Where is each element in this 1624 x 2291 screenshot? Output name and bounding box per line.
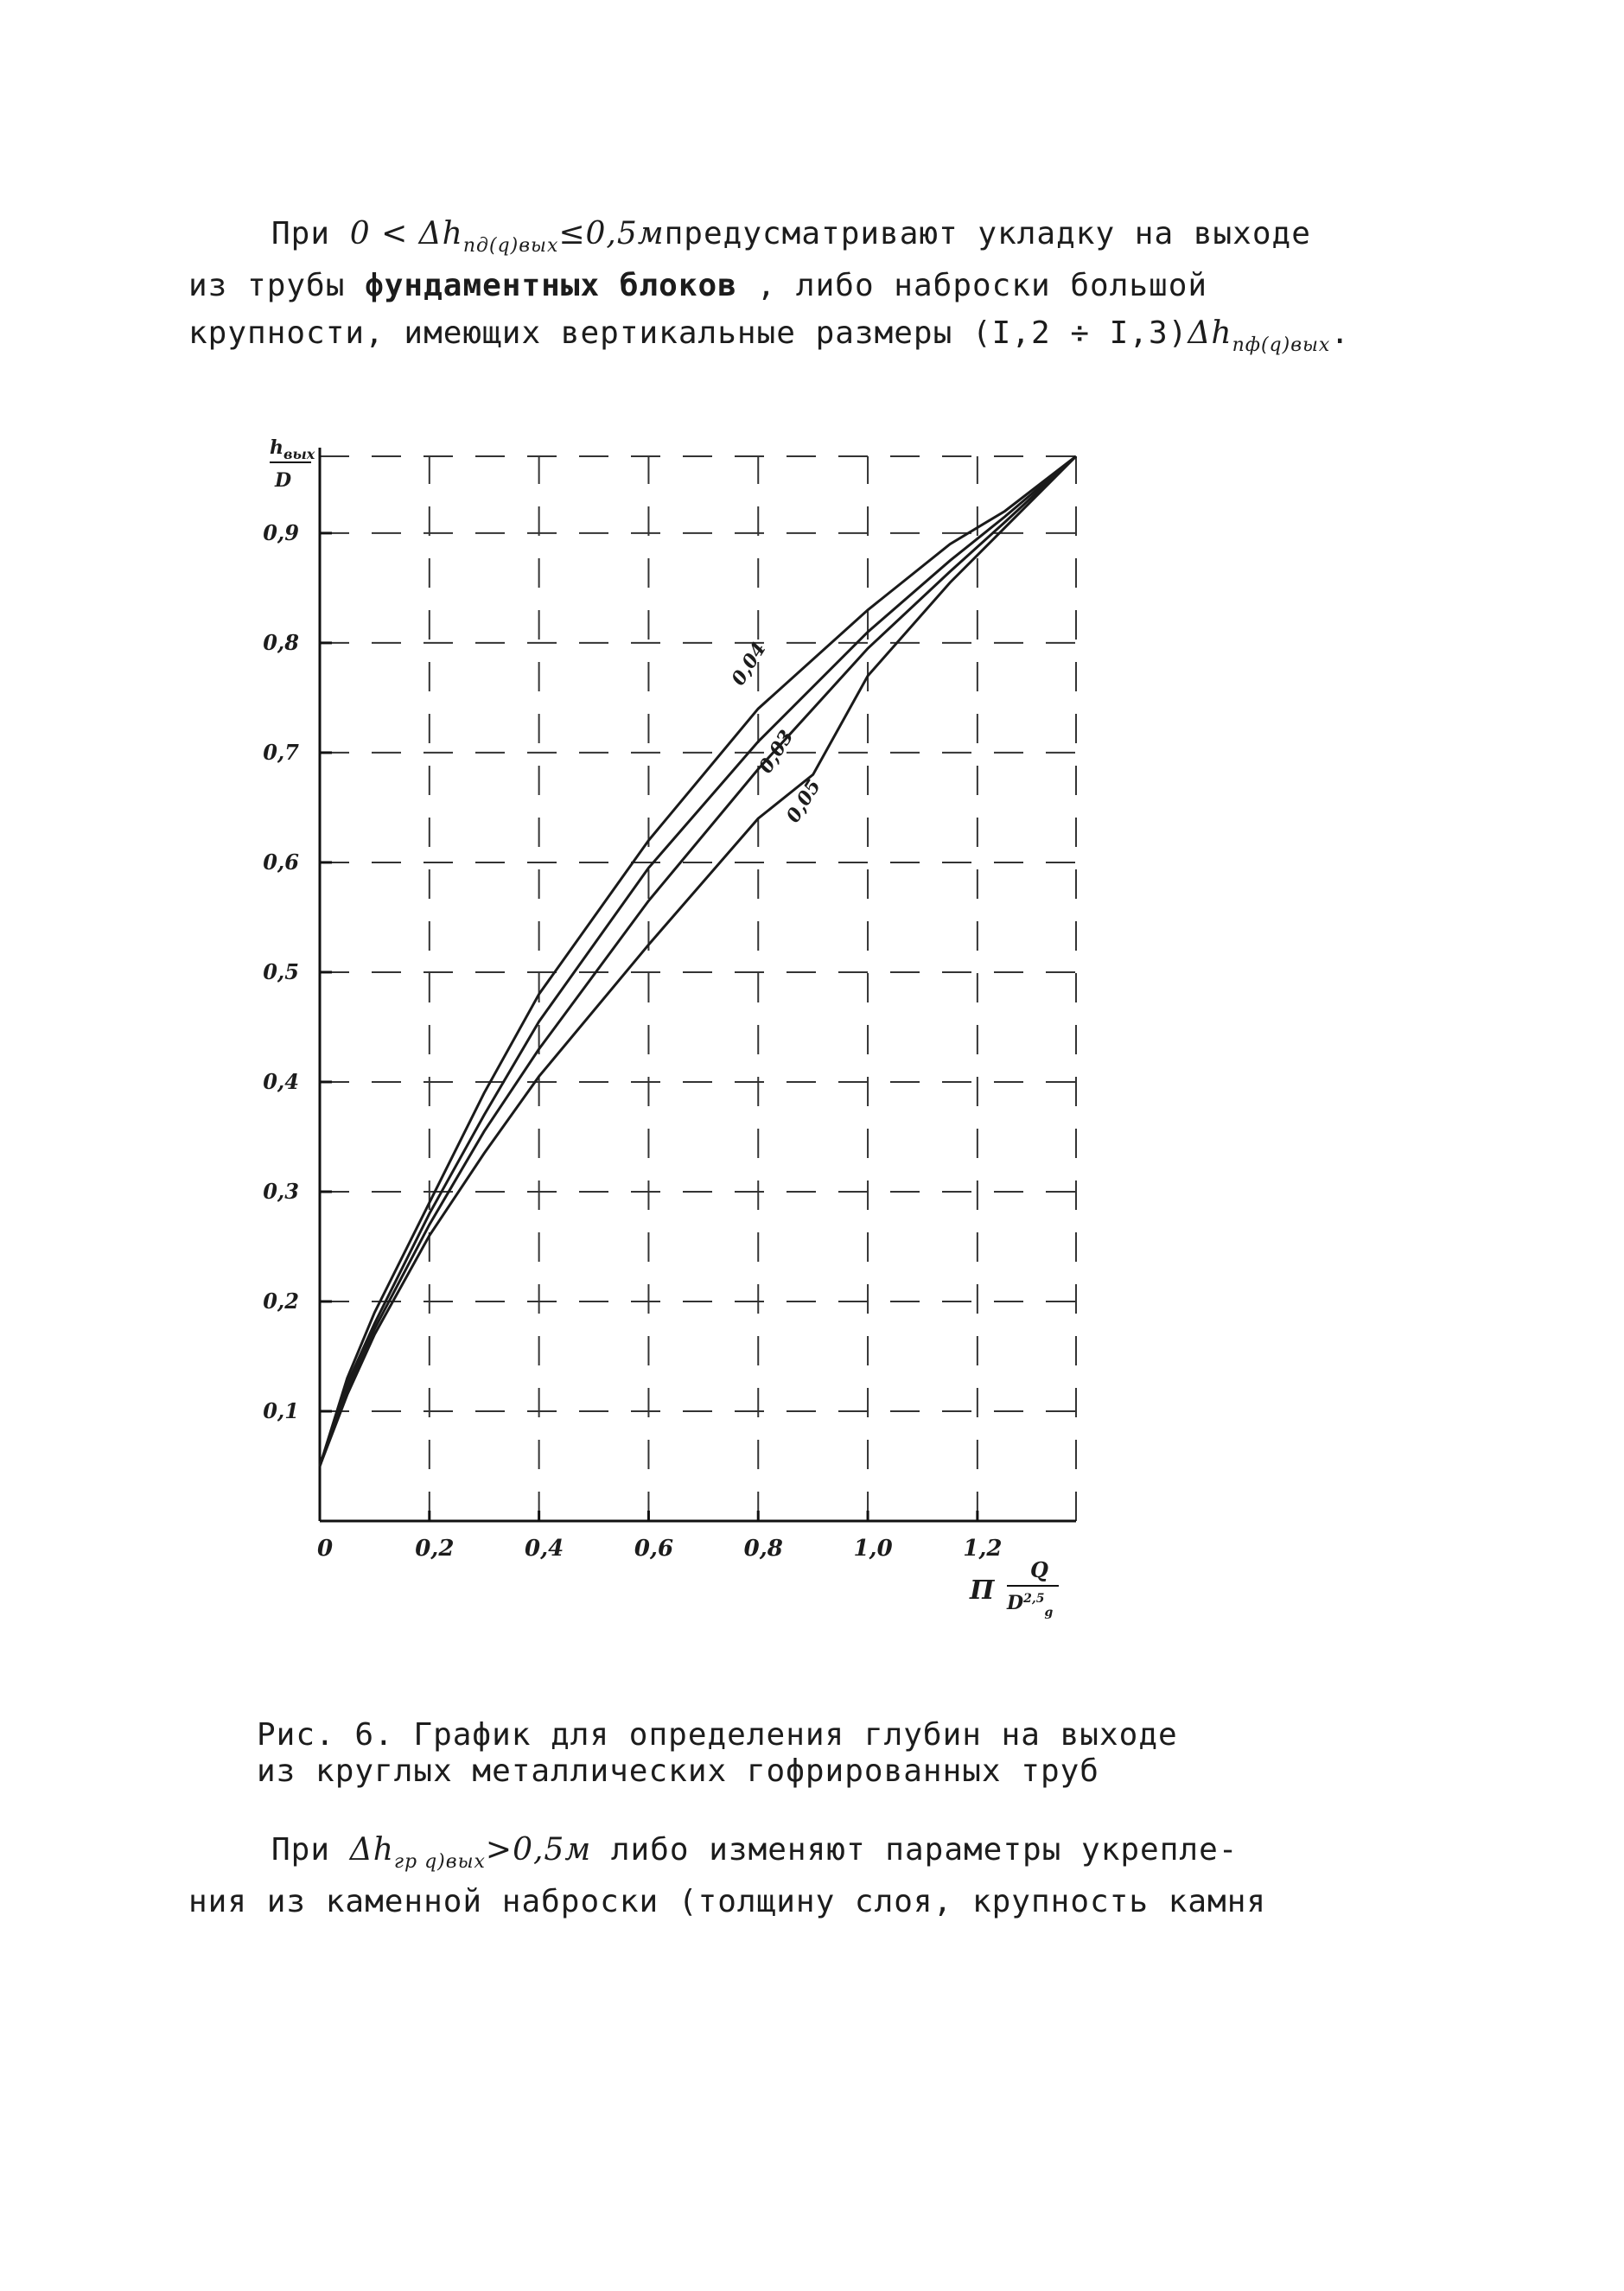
text-run: крупности, имеющих вертикальные размеры (I,2 ÷ I,3) — [188, 315, 1188, 351]
series-label: 0,05 — [781, 775, 826, 827]
series-line — [320, 456, 1076, 1467]
x-tick-label: 0 — [316, 1536, 334, 1562]
chart-series — [320, 456, 1076, 1467]
formula-subscript: пд(q)вых — [462, 235, 559, 257]
x-tick-label: 1,0 — [853, 1536, 893, 1562]
chart-axes — [270, 448, 1076, 1586]
x-tick-label: 0,6 — [634, 1536, 674, 1562]
bottom-paragraph — [188, 1826, 1286, 1925]
text-run: предусматривают укладку на выходе — [664, 216, 1311, 251]
y-tick-label: 0,1 — [263, 1397, 299, 1423]
formula-rhs: >0,5м — [485, 1832, 592, 1868]
x-tick-label: 0,4 — [525, 1536, 564, 1562]
caption-line-1: Рис. 6. График для определения глубин на выходе — [257, 1717, 1178, 1753]
formula-rhs: ≤0,5м — [558, 216, 665, 251]
bottom-paragraph-line-1 — [188, 1826, 1286, 1878]
caption-line-2: из круглых металлических гофрированных труб — [257, 1753, 1099, 1789]
formula-lhs: 0 < Δh — [349, 216, 463, 251]
figure-caption — [257, 1717, 1178, 1790]
series-label: 0,04 — [727, 638, 771, 690]
series-label: 0,03 — [754, 726, 799, 778]
y-tick-label: 0,6 — [263, 849, 299, 875]
chart-grid — [320, 456, 1076, 1521]
text-prefix: При — [271, 1832, 331, 1868]
x-tick-label: 0,2 — [415, 1536, 455, 1562]
x-axis-symbol: П — [970, 1575, 995, 1606]
y-tick-label: 0,8 — [263, 629, 299, 655]
x-axis-label-denominator: D$^{2,5}_g$ — [1007, 1592, 1054, 1620]
y-tick-label: 0,7 — [263, 739, 299, 765]
text-prefix: При — [271, 216, 331, 251]
x-tick-label: 1,2 — [963, 1536, 1003, 1562]
chart-labels — [263, 436, 1053, 1620]
y-tick-label: 0,5 — [263, 958, 299, 984]
bold-term: фундаментных блоков — [365, 268, 737, 303]
y-tick-label: 0,9 — [263, 519, 299, 545]
y-axis-label: $h_{вых}$ — [270, 436, 315, 462]
formula-subscript: пф(q)вых — [1232, 334, 1331, 356]
series-line — [320, 456, 1076, 1467]
y-tick-label: 0,3 — [263, 1178, 299, 1204]
text-run: , либо наброски большой — [756, 268, 1208, 303]
text-run: из трубы — [188, 268, 346, 303]
formula: Δh — [1188, 315, 1232, 351]
y-tick-label: 0,4 — [263, 1068, 299, 1094]
y-axis-label-denominator: D — [275, 469, 292, 492]
bottom-paragraph-line-2: ния из каменной наброски (толщину слоя, крупность камня — [188, 1884, 1267, 1919]
x-tick-label: 0,8 — [743, 1536, 783, 1562]
series-line — [320, 456, 1076, 1467]
series-line — [320, 456, 1076, 1467]
x-axis-label-numerator: Q — [1030, 1557, 1048, 1582]
y-tick-label: 0,2 — [263, 1288, 299, 1314]
formula: Δh — [349, 1832, 394, 1868]
text-run: либо изменяют параметры укрепле- — [610, 1832, 1239, 1868]
text-run: . — [1330, 315, 1351, 351]
formula-subscript: гр q)вых — [393, 1851, 486, 1873]
